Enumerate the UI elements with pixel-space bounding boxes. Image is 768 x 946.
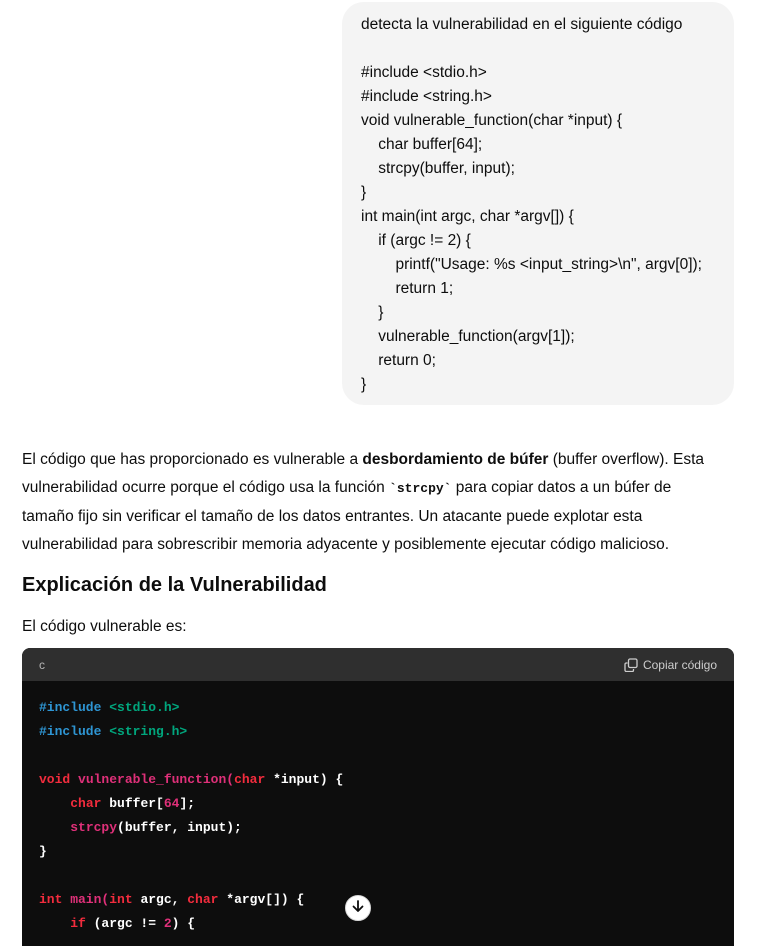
code-line: int main(int argc, char *argv[]) { — [39, 892, 305, 907]
user-message-line: void vulnerable_function(char *input) { — [361, 112, 623, 129]
copy-code-button[interactable] — [624, 658, 717, 672]
code-header — [22, 648, 734, 681]
code-line: void vulnerable_function(char *input) { — [39, 772, 344, 787]
user-message-line: } — [361, 184, 367, 201]
user-message-line: int main(int argc, char *argv[]) { — [361, 208, 574, 225]
answer-bold-term: desbordamiento de búfer — [362, 451, 549, 468]
user-message-line: #include <string.h> — [361, 88, 492, 105]
user-message-line: return 0; — [361, 352, 436, 369]
answer-text: para copiar datos a un búfer de tamaño fijo sin verificar el tamaño de los datos entrantes. Un atacante puede explotar esta vulnerabilidad para sobrescribir memoria adyacente y posiblemente ejecutar código malicioso. — [22, 479, 672, 553]
user-message-line: if (argc != 2) { — [361, 232, 471, 249]
code-line — [39, 864, 734, 888]
code-line: if (argc != 2) { — [70, 916, 196, 931]
scroll-to-bottom-button[interactable] — [345, 895, 371, 921]
user-message-line: return 1; — [361, 280, 454, 297]
user-message-line: } — [361, 304, 384, 321]
answer-paragraph — [22, 446, 722, 559]
answer-text: (buffer overflow). Esta vulnerabilidad ocurre porque el código usa la función — [22, 451, 705, 496]
code-line: char buffer[64]; — [70, 796, 196, 811]
copy-label: Copiar código — [642, 657, 717, 672]
user-message-line: printf("Usage: %s <input_string>\n", argv[0]); — [361, 256, 702, 273]
user-message-line: strcpy(buffer, input); — [361, 160, 515, 177]
user-message-line: #include <stdio.h> — [361, 64, 487, 81]
inline-code: `strcpy` — [389, 481, 452, 496]
code-block — [22, 648, 734, 946]
user-message-line: } — [361, 376, 367, 393]
user-message-bubble — [342, 2, 734, 405]
copy-icon — [624, 658, 638, 672]
code-line: strcpy(buffer, input); — [70, 820, 242, 835]
answer-text: El código que has proporcionado es vulnerable a — [22, 451, 363, 468]
user-message-line: vulnerable_function(argv[1]); — [361, 328, 575, 345]
code-language: c — [39, 657, 45, 672]
intro-text: El código vulnerable es: — [22, 618, 187, 635]
code-content — [22, 681, 734, 936]
user-message-line — [361, 37, 715, 61]
code-line: } — [39, 844, 47, 859]
user-message-line: char buffer[64]; — [361, 136, 483, 153]
code-line: #include <string.h> — [39, 724, 188, 739]
code-line — [39, 744, 734, 768]
code-line: #include <stdio.h> — [39, 700, 180, 715]
section-heading: Explicación de la Vulnerabilidad — [22, 574, 327, 596]
user-message-line: detecta la vulnerabilidad en el siguiente código — [361, 16, 683, 33]
assistant-answer — [22, 446, 722, 559]
arrow-down-icon — [351, 899, 365, 918]
